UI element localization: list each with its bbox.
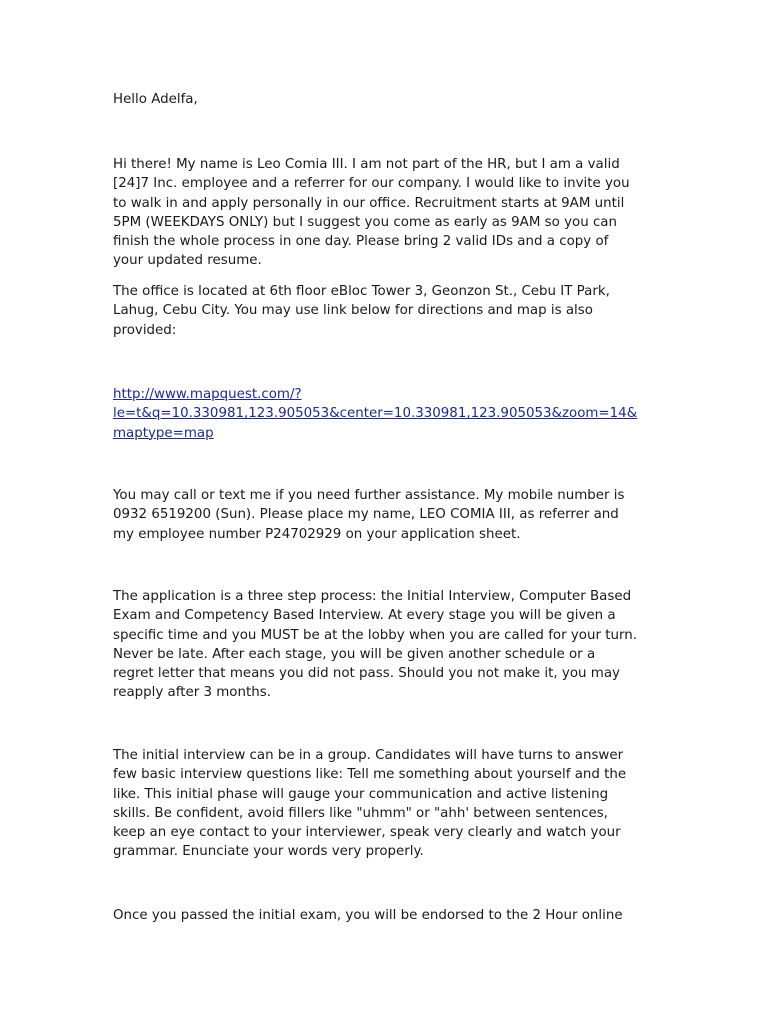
text-line: like. This initial phase will gauge your communication and active listening bbox=[113, 786, 609, 802]
text-line: The initial interview can be in a group. Candidates will have turns to answer bbox=[113, 748, 624, 763]
text-line: You may call or text me if you need further assistance. My mobile number is bbox=[113, 488, 625, 503]
text-line: your updated resume. bbox=[113, 253, 262, 269]
text-line: regret letter that means you did not pass. Should you not make it, you may bbox=[113, 666, 620, 682]
text-line: skills. Be confident, avoid fillers like "uhmm" or "ahh' between sentences, bbox=[113, 805, 608, 821]
text-line: Once you passed the initial exam, you will be endorsed to the 2 Hour online bbox=[113, 908, 623, 923]
paragraph-online-exam bbox=[113, 906, 673, 925]
greeting-line: Hello Adelfa, bbox=[113, 92, 198, 107]
paragraph-contact bbox=[113, 486, 673, 544]
text-line: [24]7 Inc. employee and a referrer for our company. I would like to invite you bbox=[113, 176, 630, 192]
text-line: Never be late. After each stage, you will be given another schedule or a bbox=[113, 646, 596, 662]
map-link-line[interactable]: le=t&q=10.330981,123.905053&center=10.330981,123.905053&zoom=14& bbox=[113, 406, 638, 422]
text-line: keep an eye contact to your interviewer, speak very clearly and watch your bbox=[113, 825, 621, 841]
text-line: specific time and you MUST be at the lobby when you are called for your turn. bbox=[113, 627, 637, 643]
paragraph-invitation bbox=[113, 155, 673, 271]
paragraph-initial-interview bbox=[113, 746, 673, 862]
text-line: 5PM (WEEKDAYS ONLY) but I suggest you come as early as 9AM so you can bbox=[113, 214, 617, 230]
map-link-line[interactable]: maptype=map bbox=[113, 425, 214, 441]
text-line: grammar. Enunciate your words very properly. bbox=[113, 844, 424, 860]
text-line: finish the whole process in one day. Please bring 2 valid IDs and a copy of bbox=[113, 234, 609, 250]
text-line: few basic interview questions like: Tell me something about yourself and the bbox=[113, 767, 627, 783]
text-line: The application is a three step process: the Initial Interview, Computer Based bbox=[113, 589, 632, 604]
text-line: to walk in and apply personally in our office. Recruitment starts at 9AM until bbox=[113, 195, 625, 211]
text-line: my employee number P24702929 on your application sheet. bbox=[113, 526, 521, 542]
text-line: 0932 6519200 (Sun). Please place my name, LEO COMIA III, as referrer and bbox=[113, 507, 619, 523]
text-line: Exam and Competency Based Interview. At every stage you will be given a bbox=[113, 608, 616, 624]
text-line: Lahug, Cebu City. You may use link below for directions and map is also bbox=[113, 303, 593, 319]
text-line: provided: bbox=[113, 322, 177, 338]
map-link-block bbox=[113, 385, 673, 443]
text-line: The office is located at 6th floor eBloc Tower 3, Geonzon St., Cebu IT Park, bbox=[113, 284, 610, 299]
paragraph-office-location bbox=[113, 282, 673, 340]
text-line: Hi there! My name is Leo Comia III. I am not part of the HR, but I am a valid bbox=[113, 157, 620, 172]
paragraph-application-process bbox=[113, 587, 673, 703]
text-line: reapply after 3 months. bbox=[113, 685, 271, 701]
greeting bbox=[113, 90, 673, 109]
map-link-line[interactable]: http://www.mapquest.com/? bbox=[113, 387, 302, 402]
